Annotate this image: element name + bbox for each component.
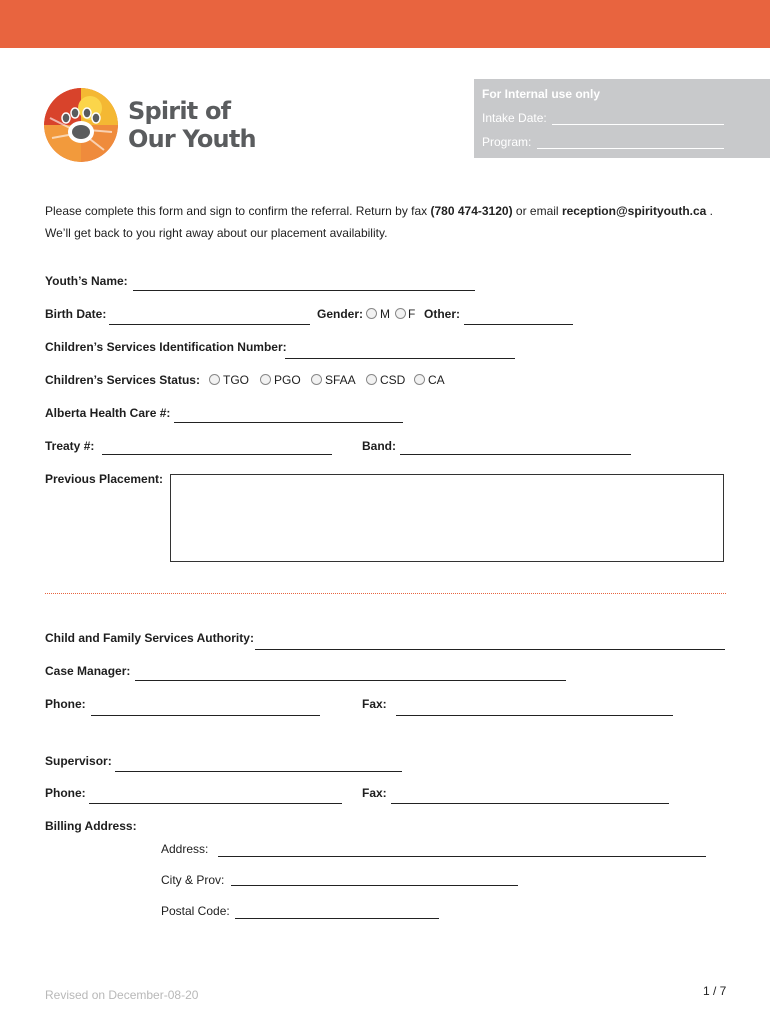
- csin-label: Children’s Services Identification Number:: [45, 340, 287, 354]
- band-field[interactable]: [400, 454, 631, 455]
- intro-line-1: [45, 204, 713, 218]
- csin-field[interactable]: [285, 358, 515, 359]
- phone-field[interactable]: [91, 715, 320, 716]
- alberta-health-field[interactable]: [174, 422, 403, 423]
- postal-code-field[interactable]: [235, 918, 439, 919]
- header-bar: [0, 0, 770, 48]
- supervisor-label: Supervisor:: [45, 754, 112, 768]
- logo-text: [128, 97, 256, 153]
- city-prov-field[interactable]: [231, 885, 518, 886]
- youth-name-field[interactable]: [133, 290, 475, 291]
- birth-date-field[interactable]: [109, 324, 310, 325]
- address-field[interactable]: [218, 856, 706, 857]
- gender-m-label: M: [380, 307, 390, 321]
- status-sfaa-radio[interactable]: [311, 374, 322, 385]
- intro-text: Please complete this form and sign to confirm the referral. Return by fax: [45, 204, 431, 218]
- status-pgo-label: PGO: [274, 373, 301, 387]
- supervisor-field[interactable]: [115, 771, 402, 772]
- case-manager-label: Case Manager:: [45, 664, 131, 678]
- supervisor-phone-field[interactable]: [89, 803, 342, 804]
- gender-f-label: F: [408, 307, 416, 321]
- status-ca-radio[interactable]: [414, 374, 425, 385]
- status-csd-label: CSD: [380, 373, 406, 387]
- section-divider: [45, 593, 726, 594]
- status-ca-label: CA: [428, 373, 445, 387]
- band-label: Band:: [362, 439, 396, 453]
- status-sfaa-label: SFAA: [325, 373, 356, 387]
- phone-label: Phone:: [45, 697, 86, 711]
- paw-print-sun-icon: [44, 88, 118, 162]
- intro-text-2: or email: [512, 204, 562, 218]
- billing-address-label: Billing Address:: [45, 819, 137, 833]
- intake-date-field[interactable]: [552, 124, 724, 125]
- program-field[interactable]: [537, 148, 724, 149]
- youth-name-label: Youth’s Name:: [45, 274, 128, 288]
- internal-use-title: For Internal use only: [482, 87, 601, 101]
- case-manager-field[interactable]: [135, 680, 566, 681]
- birth-date-label: Birth Date:: [45, 307, 107, 321]
- internal-use-box: [474, 79, 770, 158]
- intro-text-3: .: [706, 204, 714, 218]
- revised-date: Revised on December-08-20: [45, 988, 199, 1002]
- supervisor-phone-label: Phone:: [45, 786, 86, 800]
- fax-field[interactable]: [396, 715, 673, 716]
- gender-other-label: Other:: [424, 307, 460, 321]
- supervisor-fax-label: Fax:: [362, 786, 387, 800]
- status-csd-radio[interactable]: [366, 374, 377, 385]
- program-label: Program:: [482, 135, 532, 149]
- logo: [44, 88, 118, 162]
- supervisor-fax-field[interactable]: [391, 803, 669, 804]
- cfsa-label: Child and Family Services Authority:: [45, 631, 254, 645]
- intro-line-2: We’ll get back to you right away about our placement availability.: [45, 226, 388, 240]
- cs-status-label: Children’s Services Status:: [45, 373, 200, 387]
- alberta-health-label: Alberta Health Care #:: [45, 406, 171, 420]
- page-number: 1 / 7: [703, 984, 727, 998]
- status-tgo-radio[interactable]: [209, 374, 220, 385]
- gender-label: Gender:: [317, 307, 364, 321]
- gender-other-field[interactable]: [464, 324, 573, 325]
- address-label: Address:: [161, 842, 209, 856]
- treaty-field[interactable]: [102, 454, 332, 455]
- status-tgo-label: TGO: [223, 373, 249, 387]
- intake-date-label: Intake Date:: [482, 111, 547, 125]
- logo-line-1: Spirit of: [128, 97, 231, 125]
- email-address: reception@spirityouth.ca: [561, 204, 707, 218]
- fax-label: Fax:: [362, 697, 387, 711]
- cfsa-field[interactable]: [255, 649, 725, 650]
- gender-m-radio[interactable]: [366, 308, 377, 319]
- gender-f-radio[interactable]: [395, 308, 406, 319]
- status-pgo-radio[interactable]: [260, 374, 271, 385]
- previous-placement-label: Previous Placement:: [45, 472, 164, 486]
- city-prov-label: City & Prov:: [161, 873, 225, 887]
- postal-code-label: Postal Code:: [161, 904, 230, 918]
- treaty-label: Treaty #:: [45, 439, 95, 453]
- previous-placement-textarea[interactable]: [170, 474, 724, 562]
- fax-number: (780 474-3120): [430, 204, 513, 218]
- logo-line-2: Our Youth: [128, 125, 256, 153]
